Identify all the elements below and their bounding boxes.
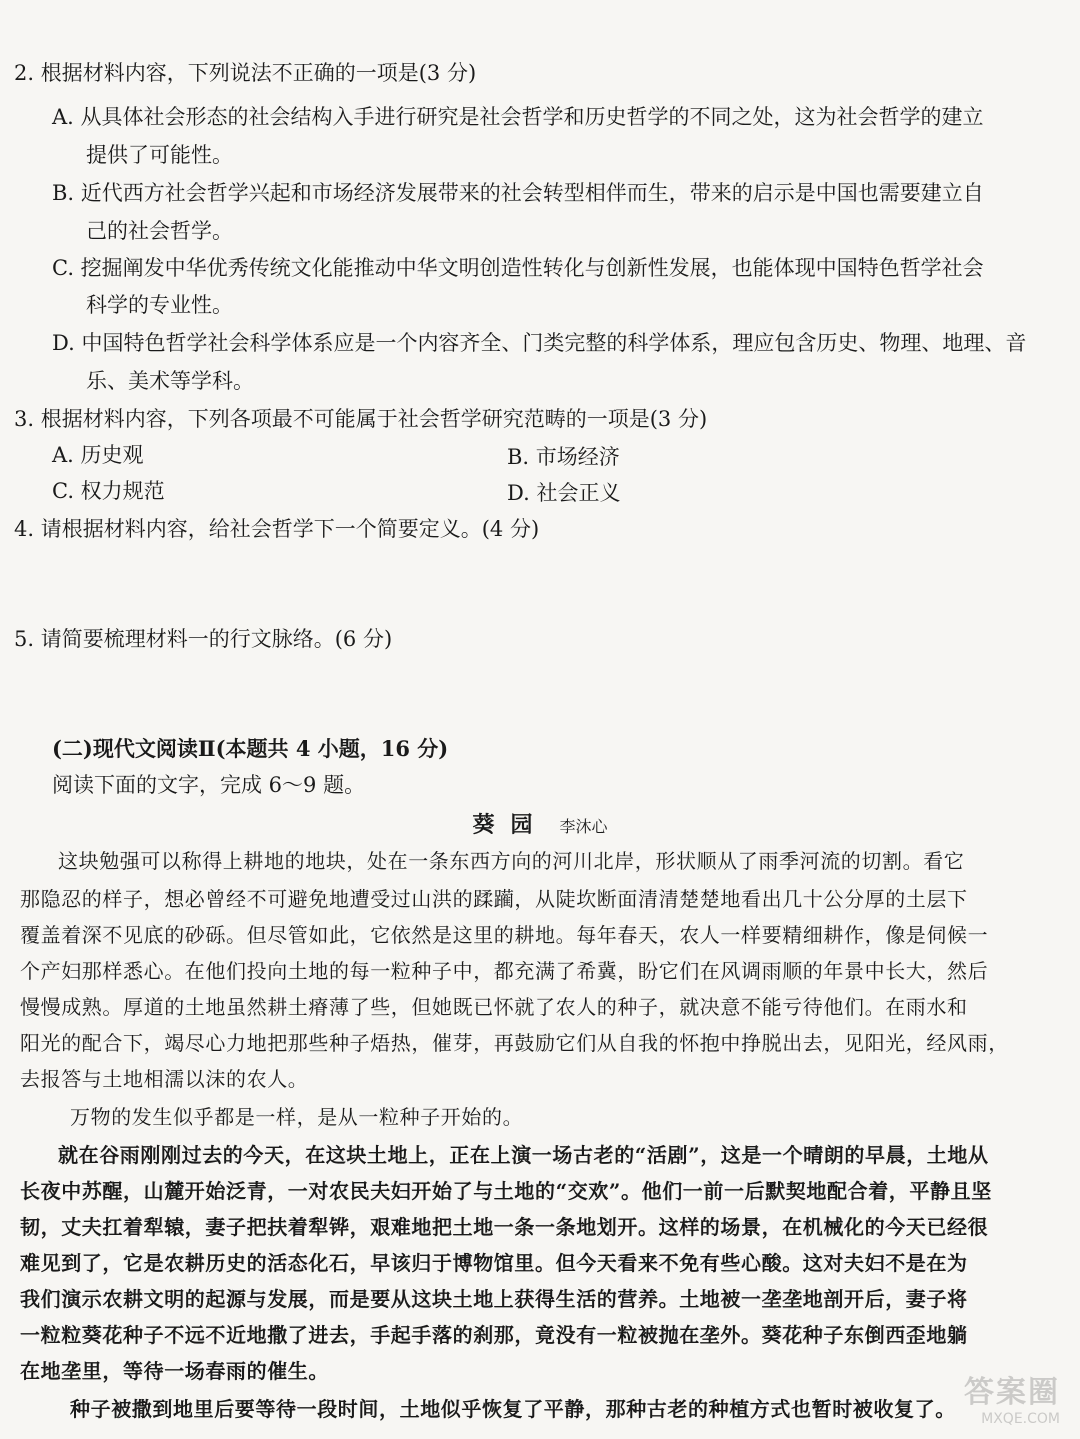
q2-option-c-line1: C. 挖掘阐发中华优秀传统文化能推动中华文明创造性转化与创新性发展，也能体现中国特色哲学社会 bbox=[52, 256, 984, 280]
q3-stem: 3. 根据材料内容，下列各项最不可能属于社会哲学研究范畴的一项是(3 分) bbox=[14, 407, 708, 431]
watermark-logo: 答案圈 bbox=[964, 1375, 1060, 1410]
q4-stem: 4. 请根据材料内容，给社会哲学下一个简要定义。(4 分) bbox=[14, 517, 540, 541]
q3-option-d: D. 社会正义 bbox=[507, 481, 621, 505]
q2-stem: 2. 根据材料内容，下列说法不正确的一项是(3 分) bbox=[14, 61, 477, 85]
passage-line: 韧，丈夫扛着犁辕，妻子把扶着犁铧，艰难地把土地一条一条地划开。这样的场景，在机械化的今天已经很 bbox=[20, 1215, 989, 1239]
passage-line: 在地垄里，等待一场春雨的催生。 bbox=[20, 1359, 329, 1383]
section-instruction: 阅读下面的文字，完成 6～9 题。 bbox=[52, 773, 366, 797]
passage-line: 长夜中苏醒，山麓开始泛青，一对农民夫妇开始了与土地的“交欢”。他们一前一后默契地配合着，平静且坚 bbox=[20, 1179, 992, 1203]
passage-line: 个产妇那样悉心。在他们投向土地的每一粒种子中，都充满了希冀，盼它们在风调雨顺的年景中长大，然后 bbox=[20, 959, 989, 983]
q2-option-c-line2: 科学的专业性。 bbox=[86, 293, 233, 317]
passage-line: 那隐忍的样子，想必曾经不可避免地遭受过山洪的蹂躏，从陡坎断面清清楚楚地看出几十公分厚的土层下 bbox=[20, 887, 968, 911]
passage-author: 李沐心 bbox=[559, 817, 608, 836]
passage-line: 覆盖着深不见底的砂砾。但尽管如此，它依然是这里的耕地。每年春天，农人一样要精细耕作，像是伺候一 bbox=[20, 923, 989, 947]
section-heading: (二)现代文阅读Ⅱ(本题共 4 小题，16 分) bbox=[52, 736, 449, 761]
passage-title: 葵园 bbox=[472, 812, 549, 838]
passage-line: 这块勉强可以称得上耕地的地块，处在一条东西方向的河川北岸，形状顺从了雨季河流的切割。看它 bbox=[58, 849, 965, 873]
passage-line: 难见到了，它是农耕历史的活态化石，早该归于博物馆里。但今天看来不免有些心酸。这对夫妇不是在为 bbox=[20, 1251, 968, 1275]
q3-option-b: B. 市场经济 bbox=[507, 445, 620, 469]
passage-line: 慢慢成熟。厚道的土地虽然耕土瘠薄了些，但她既已怀就了农人的种子，就决意不能亏待他们。在雨水和 bbox=[20, 995, 968, 1019]
passage-line: 阳光的配合下，竭尽心力地把那些种子焐热，催芽，再鼓励它们从自我的怀抱中挣脱出去，见阳光，经风雨， bbox=[20, 1031, 1009, 1055]
q3-option-a: A. 历史观 bbox=[52, 443, 144, 467]
q2-option-d-line1: D. 中国特色哲学社会科学体系应是一个内容齐全、门类完整的科学体系，理应包含历史、物理、地理、音 bbox=[52, 331, 1027, 355]
passage-line: 我们演示农耕文明的起源与发展，而是要从这块土地上获得生活的营养。土地被一垄垄地剖开后，妻子将 bbox=[20, 1287, 968, 1311]
watermark-site: MXQE.COM bbox=[981, 1411, 1060, 1427]
q5-stem: 5. 请简要梳理材料一的行文脉络。(6 分) bbox=[14, 627, 393, 651]
q2-option-b-line1: B. 近代西方社会哲学兴起和市场经济发展带来的社会转型相伴而生，带来的启示是中国也需要建立自 bbox=[52, 181, 984, 205]
passage-title-block bbox=[0, 808, 1080, 839]
passage-line: 万物的发生似乎都是一样，是从一粒种子开始的。 bbox=[70, 1105, 524, 1129]
passage-line: 去报答与土地相濡以沫的农人。 bbox=[20, 1067, 309, 1091]
q2-option-d-line2: 乐、美术等学科。 bbox=[86, 369, 254, 393]
q2-option-a-line1: A. 从具体社会形态的社会结构入手进行研究是社会哲学和历史哲学的不同之处，这为社会哲学的建立 bbox=[52, 105, 984, 129]
q2-option-b-line2: 己的社会哲学。 bbox=[86, 219, 233, 243]
site-watermark bbox=[860, 1367, 1060, 1437]
passage-line: 种子被撒到地里后要等待一段时间，土地似乎恢复了平静，那种古老的种植方式也暂时被收复了。 bbox=[70, 1397, 956, 1421]
passage-line: 就在谷雨刚刚过去的今天，在这块土地上，正在上演一场古老的“活剧”，这是一个晴朗的早晨，土地从 bbox=[58, 1143, 989, 1167]
q2-option-a-line2: 提供了可能性。 bbox=[86, 143, 233, 167]
q3-option-c: C. 权力规范 bbox=[52, 479, 165, 503]
passage-line: 一粒粒葵花种子不远不近地撒了进去，手起手落的刹那，竟没有一粒被抛在垄外。葵花种子东倒西歪地躺 bbox=[20, 1323, 968, 1347]
